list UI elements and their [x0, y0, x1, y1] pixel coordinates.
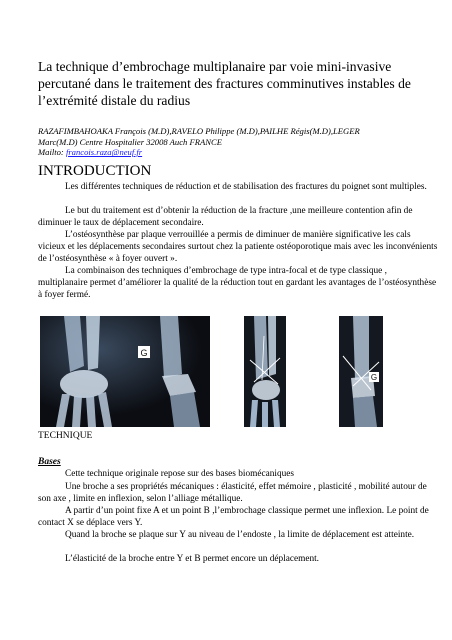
authors-block — [38, 126, 438, 158]
xray-image-wrist-before — [40, 316, 210, 427]
mail-line — [38, 147, 438, 158]
technique-paragraph-2: Une broche a ses propriétés mécaniques : élasticité, effet mémoire , plasticité , mobilité autour de son axe , limite en inflexion, selon l’alliage métallique. — [38, 482, 427, 505]
xray-image-wrist-pinning-ap — [244, 316, 286, 427]
introduction-heading: INTRODUCTION — [38, 163, 152, 179]
xray-image-wrist-pinning-lateral — [339, 316, 383, 427]
bases-heading: Bases — [38, 457, 61, 467]
xray-marker-left: G — [140, 348, 148, 358]
xray-marker-right: G — [370, 373, 378, 382]
intro-paragraph-4: La combinaison des techniques d’embrochage de type intra-focal et de type classique , multiplanaire permet d’améliorer la qualité de la réduction tout en gardant les avantages de l’ostéosynthèse à foyer fermé. — [38, 266, 437, 301]
mail-label: Mailto: — [38, 147, 66, 158]
technique-paragraph-5: L’élasticité de la broche entre Y et B permet encore un déplacement. — [65, 554, 319, 564]
intro-paragraph-3: L’ostéosynthèse par plaque verrouillée a permis de diminuer de manière significative les cals vicieux et les déplacements secondaires surtout chez la patiente ostéoporotique mais avec les inconvénients de l’ostéosynthèse « à foyer ouvert ». — [38, 230, 438, 265]
mail-link[interactable]: francois.raza@neuf.fr — [65, 147, 143, 158]
authors-line-2: Marc(M.D) Centre Hospitalier 32008 Auch FRANCE — [38, 136, 222, 147]
document-title: La technique d’embrochage multiplanaire par voie mini-invasive percutané dans le traitement des fractures comminutives instables de l’extrémité distale du radius — [38, 59, 411, 108]
technique-heading: TECHNIQUE — [38, 431, 93, 441]
technique-paragraph-3: A partir d’un point fixe A et un point B ,l’embrochage classique permet une inflexion. Le point de contact X se déplace vers Y. — [38, 506, 429, 529]
technique-paragraph-4: Quand la broche se plaque sur Y au niveau de l’endoste , la limite de déplacement est atteinte. — [65, 530, 415, 540]
authors-line-1: RAZAFIMBAHOAKA François (M.D),RAVELO Philippe (M.D),PAILHE Régis(M.D),LEGER — [38, 126, 360, 136]
technique-paragraph-1: Cette technique originale repose sur des bases biomécaniques — [65, 469, 294, 479]
intro-paragraph-1: Les différentes techniques de réduction et de stabilisation des fractures du poignet sont multiples. — [65, 182, 427, 192]
intro-paragraph-2: Le but du traitement est d’obtenir la réduction de la fracture ,une meilleure contention afin de diminuer le taux de déplacement secondaire. — [38, 206, 413, 229]
